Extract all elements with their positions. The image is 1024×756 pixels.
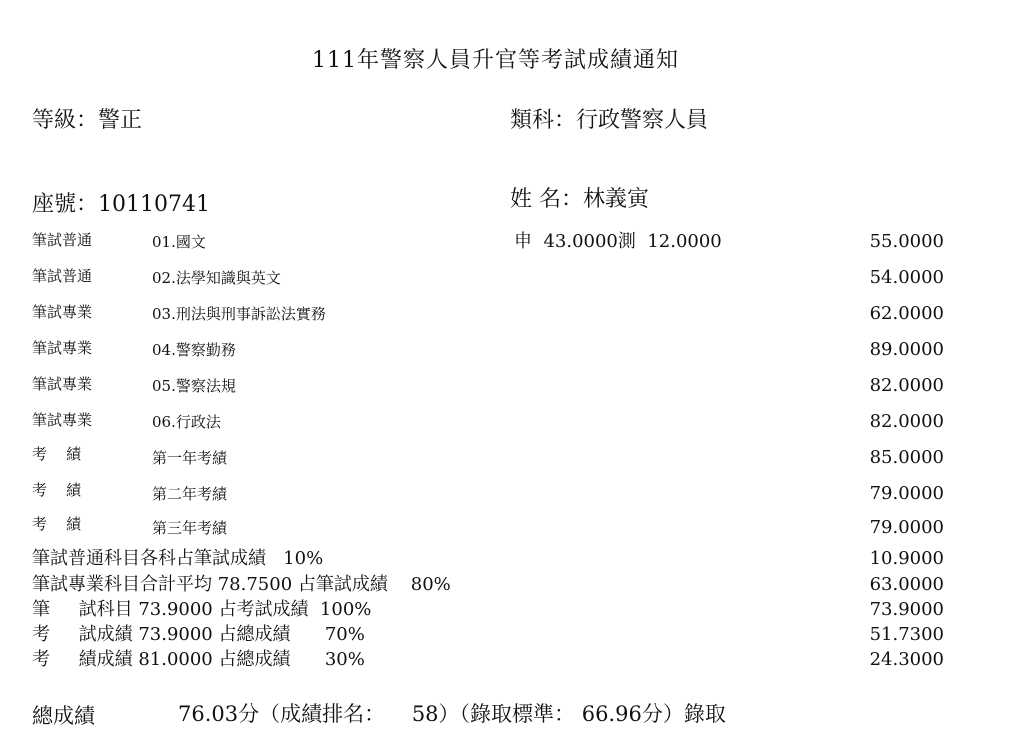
subject-score: 85.0000 <box>869 447 944 468</box>
total-score-text: 76.03分（成績排名： 58）（錄取標準： 66.96分）錄取 <box>178 702 726 726</box>
grade-field: 等級：警正 <box>32 108 143 133</box>
subject-name: 第三年考績 <box>152 519 228 537</box>
summary-line: 筆試普通科目各科占筆試成績 10% <box>32 548 324 569</box>
summary-score: 63.0000 <box>869 574 944 595</box>
subject-name: 01.國文 <box>152 233 206 251</box>
summary-line: 筆 試科目 73.9000 占考試成績 100% <box>32 599 372 620</box>
subject-score: 54.0000 <box>869 267 944 288</box>
subject-type: 考 績 <box>32 515 82 533</box>
summary-score: 24.3000 <box>869 649 944 670</box>
subject-score: 79.0000 <box>869 483 944 504</box>
subject-type: 筆試專業 <box>32 339 93 357</box>
subject-name: 第二年考績 <box>152 485 228 503</box>
subject-type: 筆試普通 <box>32 267 93 285</box>
subject-name: 05.警察法規 <box>152 377 236 395</box>
subject-score: 89.0000 <box>869 339 944 360</box>
category-field: 類科：行政警察人員 <box>510 108 709 133</box>
seat-number-field: 座號：10110741 <box>32 192 210 217</box>
subject-type: 筆試普通 <box>32 231 93 249</box>
summary-score: 73.9000 <box>869 599 944 620</box>
summary-score: 51.7300 <box>869 624 944 645</box>
subject-score: 82.0000 <box>869 375 944 396</box>
subject-type: 筆試專業 <box>32 411 93 429</box>
subject-type: 筆試專業 <box>32 303 93 321</box>
total-score-label: 總成績 <box>32 704 95 728</box>
subject-name: 第一年考績 <box>152 449 228 467</box>
subject-type: 考 績 <box>32 445 82 463</box>
subject-name: 04.警察勤務 <box>152 341 236 359</box>
subject-score: 82.0000 <box>869 411 944 432</box>
subject-name: 03.刑法與刑事訴訟法實務 <box>152 305 326 323</box>
subject-type: 筆試專業 <box>32 375 93 393</box>
summary-score: 10.9000 <box>869 548 944 569</box>
subject-score: 79.0000 <box>869 517 944 538</box>
subject-score: 62.0000 <box>869 303 944 324</box>
subject-name: 06.行政法 <box>152 413 221 431</box>
subject-score: 55.0000 <box>869 231 944 252</box>
summary-line: 筆試專業科目合計平均 78.7500 占筆試成績 80% <box>32 574 451 595</box>
subject-detail: 申 43.0000測 12.0000 <box>514 231 722 252</box>
summary-line: 考 績成績 81.0000 占總成績 30% <box>32 649 365 670</box>
subject-type: 考 績 <box>32 481 82 499</box>
summary-line: 考 試成績 73.9000 占總成績 70% <box>32 624 365 645</box>
page-title: 111年警察人員升官等考試成績通知 <box>312 48 679 73</box>
examinee-name-field: 姓 名：林義寅 <box>510 187 649 212</box>
subject-name: 02.法學知識與英文 <box>152 269 281 287</box>
